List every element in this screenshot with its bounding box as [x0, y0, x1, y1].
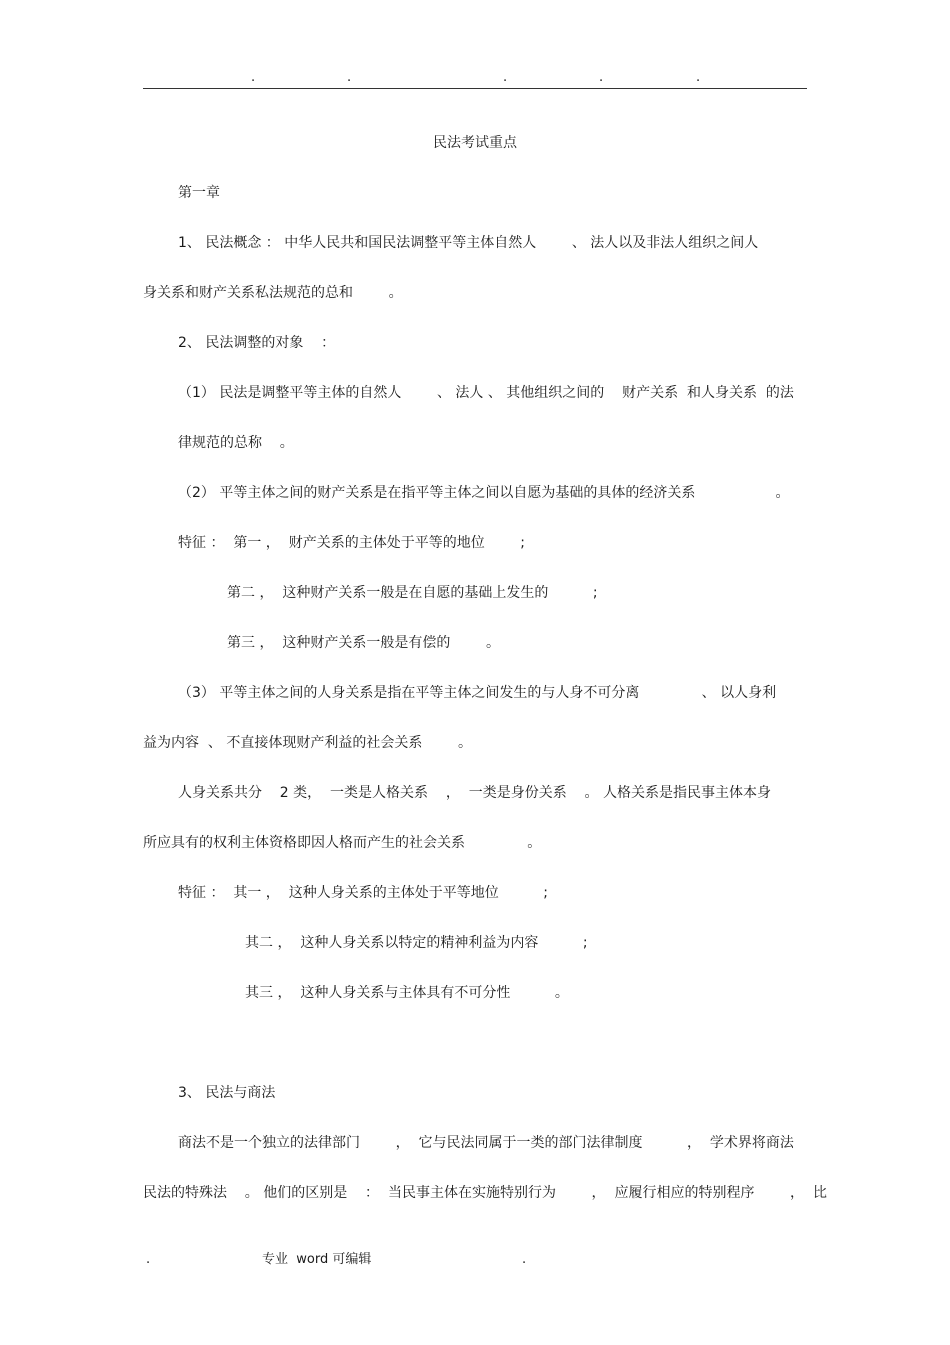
feature-line: 特征 ： 第一 ， 财产关系的主体处于平等的地位 ;: [178, 535, 526, 551]
header-dot: .: [696, 70, 701, 85]
header-dots: [0, 70, 950, 86]
section-heading: 2、 民法调整的对象 ：: [178, 335, 336, 351]
footer-dot-left: .: [146, 1252, 151, 1267]
footer-dot-right: .: [522, 1252, 527, 1267]
header-dot: .: [503, 70, 508, 85]
header-dot: .: [251, 70, 256, 85]
paragraph-line: 益为内容 、 不直接体现财产利益的社会关系 。: [143, 735, 472, 751]
feature-line: 其三 ， 这种人身关系与主体具有不可分性 。: [245, 985, 569, 1001]
paragraph-line: 1、 民法概念 ： 中华人民共和国民法调整平等主体自然人 、 法人以及非法人组织之间人: [178, 235, 759, 251]
header-dot: .: [599, 70, 604, 85]
paragraph-line: 身关系和财产关系私法规范的总和 。: [143, 285, 403, 301]
feature-line: 特征 ： 其一 ， 这种人身关系的主体处于平等地位 ;: [178, 885, 548, 901]
paragraph-line: 所应具有的权利主体资格即因人格而产生的社会关系 。: [143, 835, 542, 851]
footer-text: 专业 word 可编辑: [262, 1252, 372, 1267]
feature-line: 第三 ， 这种财产关系一般是有偿的 。: [227, 635, 500, 651]
chapter-heading: 第一章: [178, 185, 220, 201]
paragraph-line: （1） 民法是调整平等主体的自然人 、 法人 、 其他组织之间的 财产关系 和人身关系 的法: [178, 385, 794, 401]
header-dot: .: [347, 70, 352, 85]
document-title: 民法考试重点: [433, 135, 517, 151]
section-heading: 3、 民法与商法: [178, 1085, 276, 1101]
feature-line: 其二 ， 这种人身关系以特定的精神利益为内容 ;: [245, 935, 588, 951]
paragraph-line: （2） 平等主体之间的财产关系是在指平等主体之间以自愿为基础的具体的经济关系 。: [178, 485, 790, 501]
paragraph-line: 商法不是一个独立的法律部门 ， 它与民法同属于一类的部门法律制度 ， 学术界将商法: [178, 1135, 794, 1151]
header-rule: [143, 88, 807, 89]
paragraph-line: （3） 平等主体之间的人身关系是指在平等主体之间发生的与人身不可分离 、 以人身利: [178, 685, 777, 701]
feature-line: 第二 ， 这种财产关系一般是在自愿的基础上发生的 ;: [227, 585, 598, 601]
paragraph-line: 人身关系共分 2 类， 一类是人格关系 ， 一类是身份关系 。 人格关系是指民事主体本身: [178, 785, 772, 801]
paragraph-line: 民法的特殊法 。 他们的区别是 ： 当民事主体在实施特别行为 ， 应履行相应的特别程序 ， 比: [143, 1185, 827, 1201]
paragraph-line: 律规范的总称 。: [178, 435, 294, 451]
